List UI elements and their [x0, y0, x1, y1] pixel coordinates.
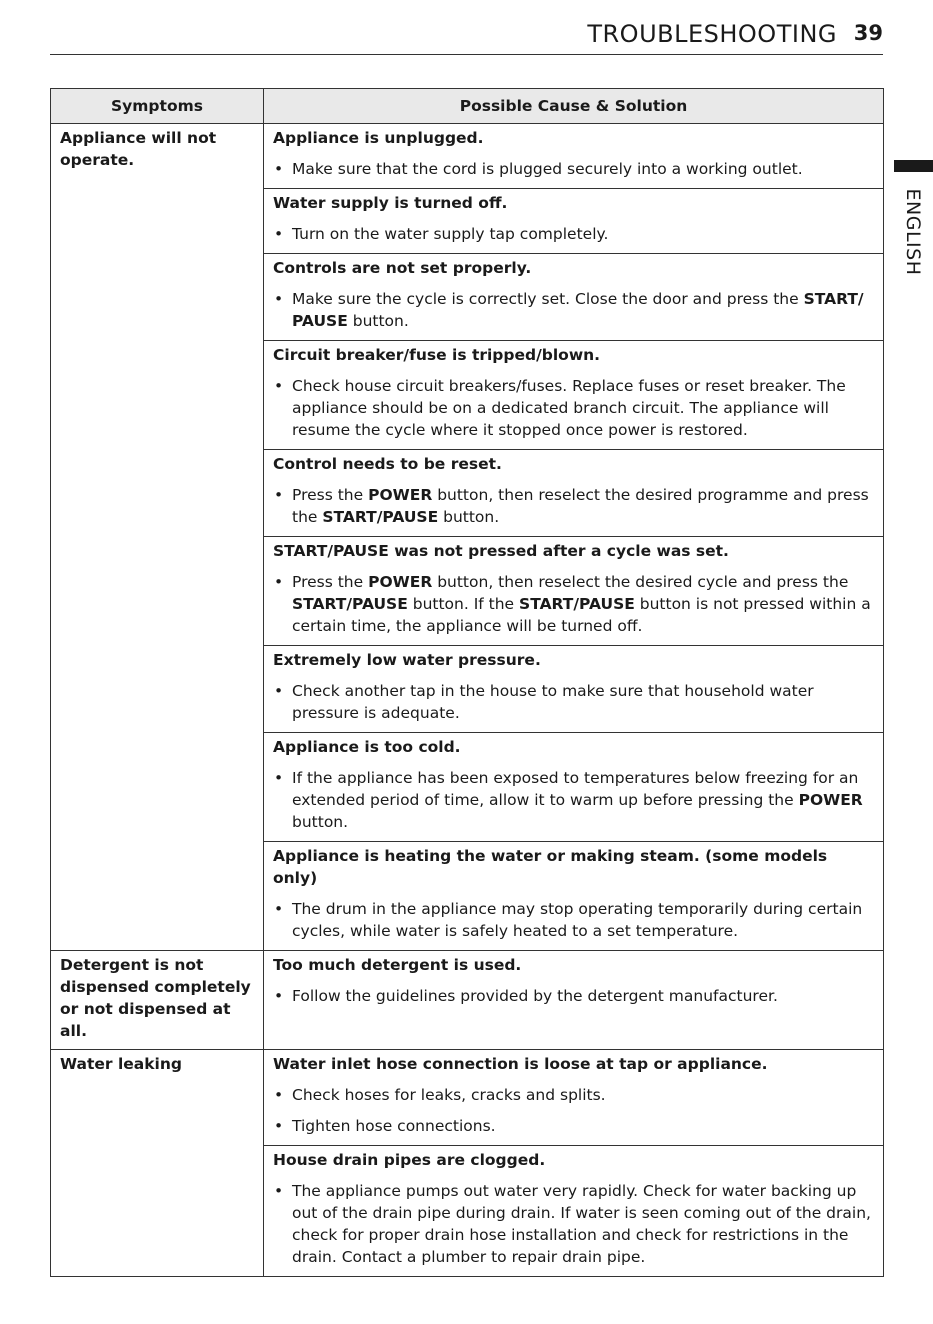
cause-block [264, 841, 883, 950]
cause-solution-cell [264, 124, 884, 951]
cause-title: House drain pipes are clogged. [273, 1151, 546, 1169]
cause-solution-cell [264, 1050, 884, 1277]
solution-bullet: • Follow the guidelines provided by the detergent manufacturer. [273, 985, 874, 1007]
cause-title: Circuit breaker/fuse is tripped/blown. [273, 346, 601, 364]
solution-bullet: • Check hoses for leaks, cracks and splits. [273, 1084, 874, 1106]
cause-title: Controls are not set properly. [273, 259, 532, 277]
solution-bullet: • Check house circuit breakers/fuses. Replace fuses or reset breaker. The appliance should be on a dedicated branch circuit. The appliance will resume the cycle where it stopped once power is restored. [273, 375, 874, 441]
cause-title: Appliance is unplugged. [273, 129, 484, 147]
cause-title: Water inlet hose connection is loose at tap or appliance. [273, 1055, 768, 1073]
solution-bullet: • Make sure the cycle is correctly set. Close the door and press the START/ PAUSE button. [273, 288, 874, 332]
language-tab-label: ENGLISH [902, 188, 924, 276]
button-name: POWER [798, 791, 863, 809]
table-row [51, 951, 884, 1050]
button-name: POWER [368, 573, 433, 591]
table-row [51, 124, 884, 951]
cause-title: Extremely low water pressure. [273, 651, 541, 669]
button-name: START/PAUSE [519, 595, 635, 613]
table-body [51, 124, 884, 1277]
button-name: POWER [368, 486, 433, 504]
symptom-cell: Appliance will not operate. [51, 124, 264, 951]
cause-title: Too much detergent is used. [273, 956, 522, 974]
cause-block [264, 645, 883, 732]
button-name: START/PAUSE [322, 508, 439, 526]
solution-bullet: • The drum in the appliance may stop operating temporarily during certain cycles, while water is safely heated to a set temperature. [273, 898, 874, 942]
troubleshooting-table [50, 88, 884, 1277]
solution-bullet: • Check another tap in the house to make sure that household water pressure is adequate. [273, 680, 874, 724]
cause-block [264, 1050, 883, 1145]
cause-block [264, 536, 883, 645]
solution-bullet: • The appliance pumps out water very rapidly. Check for water backing up out of the drain pipe during drain. If water is seen coming out of the drain, check for proper drain hose installation and check for restrictions in the drain. Contact a plumber to repair drain pipe. [273, 1180, 874, 1268]
cause-block [264, 124, 883, 188]
column-header-cause-solution: Possible Cause & Solution [264, 89, 884, 124]
table-header-row [51, 89, 884, 124]
button-name: START/ PAUSE [292, 290, 864, 330]
cause-title: Appliance is heating the water or making steam. (some models only) [273, 847, 828, 887]
table-row [51, 1050, 884, 1277]
cause-block [264, 340, 883, 449]
cause-block [264, 732, 883, 841]
solution-bullet: • Press the POWER button, then reselect the desired programme and press the START/PAUSE button. [273, 484, 874, 528]
cause-block [264, 188, 883, 253]
cause-block [264, 253, 883, 340]
section-title: TROUBLESHOOTING [587, 20, 837, 48]
page-number: 39 [853, 21, 883, 45]
cause-solution-cell [264, 951, 884, 1050]
language-tab-marker [894, 160, 933, 172]
cause-title: Water supply is turned off. [273, 194, 508, 212]
page-header [50, 0, 883, 55]
solution-bullet: • Press the POWER button, then reselect the desired cycle and press the START/PAUSE button. If the START/PAUSE button is not pressed within a certain time, the appliance will be turned off. [273, 571, 874, 637]
solution-bullet: • Make sure that the cord is plugged securely into a working outlet. [273, 158, 874, 180]
symptom-cell: Detergent is not dispensed completely or not dispensed at all. [51, 951, 264, 1050]
solution-bullet: • Turn on the water supply tap completely. [273, 223, 874, 245]
cause-block [264, 449, 883, 536]
symptom-cell: Water leaking [51, 1050, 264, 1277]
cause-title: Appliance is too cold. [273, 738, 461, 756]
cause-title: Control needs to be reset. [273, 455, 502, 473]
cause-block [264, 1145, 883, 1276]
column-header-symptoms: Symptoms [51, 89, 264, 124]
solution-bullet: • Tighten hose connections. [273, 1115, 874, 1137]
button-name: START/PAUSE [292, 595, 408, 613]
cause-title: START/PAUSE was not pressed after a cycle was set. [273, 542, 729, 560]
cause-block [264, 951, 883, 1015]
solution-bullet: • If the appliance has been exposed to temperatures below freezing for an extended period of time, allow it to warm up before pressing the POWER button. [273, 767, 874, 833]
